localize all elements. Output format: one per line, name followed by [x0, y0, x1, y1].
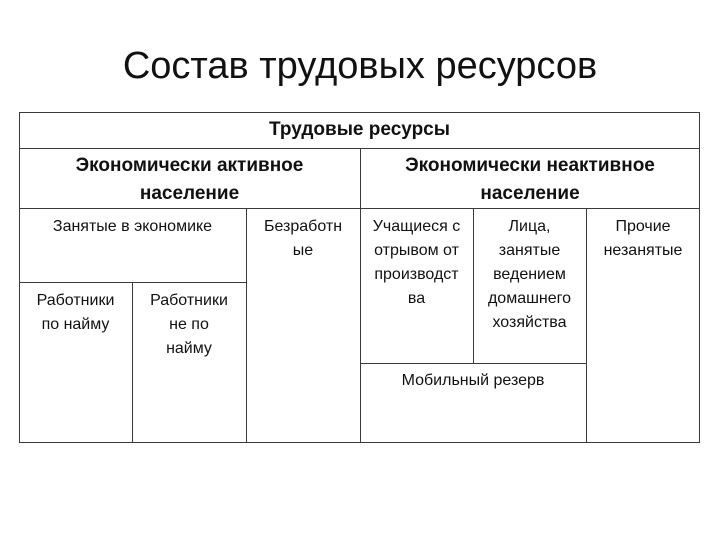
cell-non-hired-workers: Работники не по найму	[150, 292, 228, 357]
table-border-top	[19, 112, 700, 113]
divider-reserve	[360, 363, 586, 364]
cell-unemployed: Безработн ые	[263, 218, 343, 259]
cell-mobile-reserve: Мобильный резерв	[401, 372, 545, 389]
cell-other-not-employed: Прочие незанятые	[603, 218, 683, 259]
cell-employed: Занятые в экономике	[52, 218, 213, 235]
labor-resources-table	[19, 112, 700, 443]
cell-economically-active: Экономически активное население	[75, 155, 304, 204]
slide-title: Состав трудовых ресурсов	[122, 45, 598, 87]
cell-hired-workers: Работники по найму	[36, 292, 115, 333]
cell-labor-resources: Трудовые ресурсы	[269, 119, 450, 140]
cell-economically-inactive: Экономически неактивное население	[405, 155, 655, 204]
table-border-bottom	[19, 442, 700, 443]
cell-household-persons: Лица, занятые ведением домашнего хозяйства	[487, 218, 572, 331]
cell-full-time-students: Учащиеся с отрывом от производст ва	[372, 218, 461, 307]
